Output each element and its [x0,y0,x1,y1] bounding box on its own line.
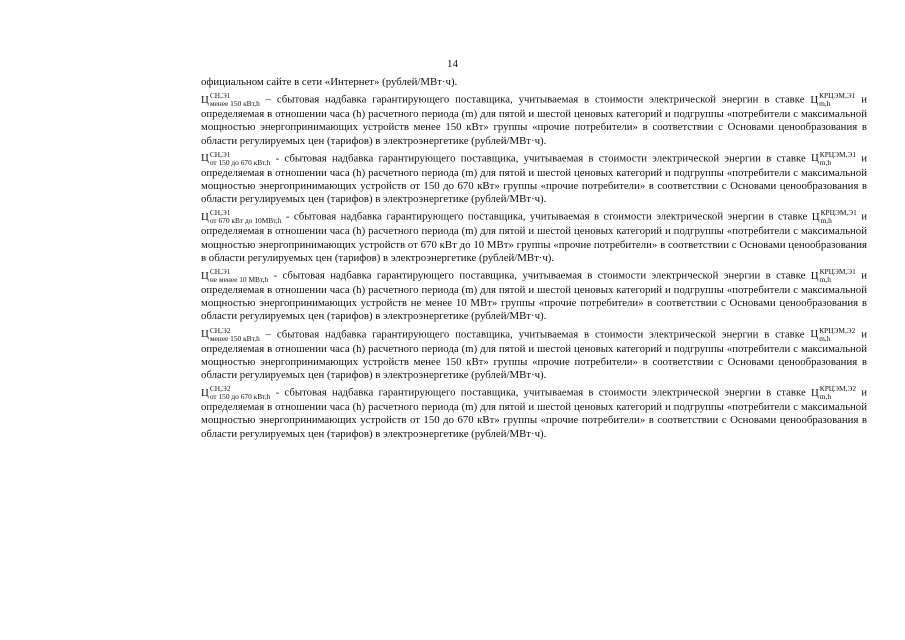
definitions-list [201,92,867,441]
intro-line: официальном сайте в сети «Интернет» (рублей/МВт·ч). [201,76,458,88]
rate-superscript: КРЦЭМ,Э1 [819,267,856,277]
rate-subscript: m,h [820,216,832,226]
rate-subscript: m,h [819,275,831,285]
symbol-subscript: не менее 10 МВт,h [209,275,269,285]
definition-paragraph [201,92,867,148]
symbol-subscript: от 150 до 670 кВт,h [209,157,271,167]
symbol-subscript: менее 150 кВт,h [209,99,260,109]
symbol-superscript: СН,Э1 [209,267,231,277]
definition-text-end: и определяемая в отношении часа (h) расчетного периода (m) для пятой и шестой ценовых категорий и подгруппы «потребители с максимальной мощностью энергопринимающих устройств от 150 до 670 кВт» группы «прочие потребители» в соответствии с Основами ценообразования в области регулируемых цен (тарифов) в электроэнергетике (рублей/МВт·ч). [201,152,867,206]
symbol-superscript: СН,Э2 [209,384,231,394]
rate-subscript: m,h [819,392,832,402]
definition-text-end: и определяемая в отношении часа (h) расчетного периода (m) для пятой и шестой ценовых категорий и подгруппы «потребители с максимальной мощностью энергопринимающих устройств менее 150 кВт» группы «прочие потребители» в соответствии с Основами ценообразования в области регулируемых цен (тарифов) в электроэнергетике (рублей/МВт·ч). [201,328,867,382]
rate-symbol: Ц КРЦЭМ,Э1 m,h [811,208,857,226]
definition-paragraph [201,385,867,441]
definition-paragraph [201,268,867,324]
rate-superscript: КРЦЭМ,Э1 [819,91,856,101]
rate-symbol: Ц КРЦЭМ,Э1 m,h [810,267,856,285]
tariff-symbol: Ц СН,Э1 от 670 кВт до 10МВт,h [201,208,282,226]
rate-superscript: КРЦЭМ,Э1 [819,149,857,159]
symbol-subscript: менее 150 кВт,h [209,333,260,343]
definition-text-end: и определяемая в отношении часа (h) расчетного периода (m) для пятой и шестой ценовых категорий и подгруппы «потребители с максимальной мощностью энергопринимающих устройств от 670 кВт до 10 МВт» группы «прочие потребители» в соответствии с Основами ценообразования в области регулируемых цен (тарифов) в электроэнергетике (рублей/МВт·ч). [201,210,868,264]
definition-text-start: - сбытовая надбавка гарантирующего поставщика, учитываемая в стоимости электрической энергии в ставке [285,210,808,223]
rate-symbol: Ц КРЦЭМ,Э2 m,h [810,325,856,343]
tariff-symbol: Ц СН,Э1 от 150 до 670 кВт,h [201,149,271,167]
tariff-symbol: Ц СН,Э1 менее 150 кВт,h [201,91,260,109]
definition-text-end: и определяемая в отношении часа (h) расчетного периода (m) для пятой и шестой ценовых категорий и подгруппы «потребители с максимальной мощностью энергопринимающих устройств не менее 10 МВт» группы «прочие потребители» в соответствии с Основами ценообразования в области регулируемых цен (тарифов) в электроэнергетике (рублей/МВт·ч). [201,269,867,323]
symbol-subscript: от 150 до 670 кВт,h [209,392,271,402]
definition-text-start: - сбытовая надбавка гарантирующего поставщика, учитываемая в стоимости электрической энергии в ставке [275,386,806,399]
rate-symbol: Ц КРЦЭМ,Э1 m,h [810,149,857,167]
definition-paragraph [201,151,867,207]
definition-text-end: и определяемая в отношении часа (h) расчетного периода (m) для пятой и шестой ценовых категорий и подгруппы «потребители с максимальной мощностью энергопринимающих устройств менее 150 кВт» группы «прочие потребители» в соответствии с Основами ценообразования в области регулируемых цен (тарифов) в электроэнергетике (рублей/МВт·ч). [201,93,867,147]
definition-text-start: – сбытовая надбавка гарантирующего поставщика, учитываемая в стоимости электрической энергии в ставке [265,93,805,106]
symbol-subscript: от 670 кВт до 10МВт,h [209,216,282,226]
symbol-superscript: СН,Э1 [209,208,231,218]
rate-subscript: m,h [819,99,831,109]
rate-superscript: КРЦЭМ,Э2 [819,325,856,335]
rate-superscript: КРЦЭМ,Э2 [819,384,857,394]
definition-paragraph [201,327,867,383]
document-body [201,76,867,444]
definition-text-start: - сбытовая надбавка гарантирующего поставщика, учитываемая в стоимости электрической энергии в ставке [273,269,806,282]
rate-superscript: КРЦЭМ,Э1 [820,208,857,218]
definition-text-start: – сбытовая надбавка гарантирующего поставщика, учитываемая в стоимости электрической энергии в ставке [265,328,805,341]
rate-subscript: m,h [819,333,831,343]
rate-symbol: Ц КРЦЭМ,Э1 m,h [810,91,856,109]
symbol-superscript: СН,Э1 [209,91,231,101]
symbol-superscript: СН,Э1 [209,149,231,159]
page-number: 14 [447,58,458,70]
rate-symbol: Ц КРЦЭМ,Э2 m,h [810,384,857,402]
definition-paragraph [201,209,867,265]
rate-subscript: m,h [819,157,832,167]
tariff-symbol: Ц СН,Э2 от 150 до 670 кВт,h [201,384,271,402]
tariff-symbol: Ц СН,Э2 менее 150 кВт,h [201,325,260,343]
definition-text-end: и определяемая в отношении часа (h) расчетного периода (m) для пятой и шестой ценовых категорий и подгруппы «потребители с максимальной мощностью энергопринимающих устройств от 150 до 670 кВт» группы «прочие потребители» в соответствии с Основами ценообразования в области регулируемых цен (тарифов) в электроэнергетике (рублей/МВт·ч). [201,386,867,440]
symbol-superscript: СН,Э2 [209,325,231,335]
definition-text-start: - сбытовая надбавка гарантирующего поставщика, учитываемая в стоимости электрической энергии в ставке [275,152,806,165]
tariff-symbol: Ц СН,Э1 не менее 10 МВт,h [201,267,269,285]
